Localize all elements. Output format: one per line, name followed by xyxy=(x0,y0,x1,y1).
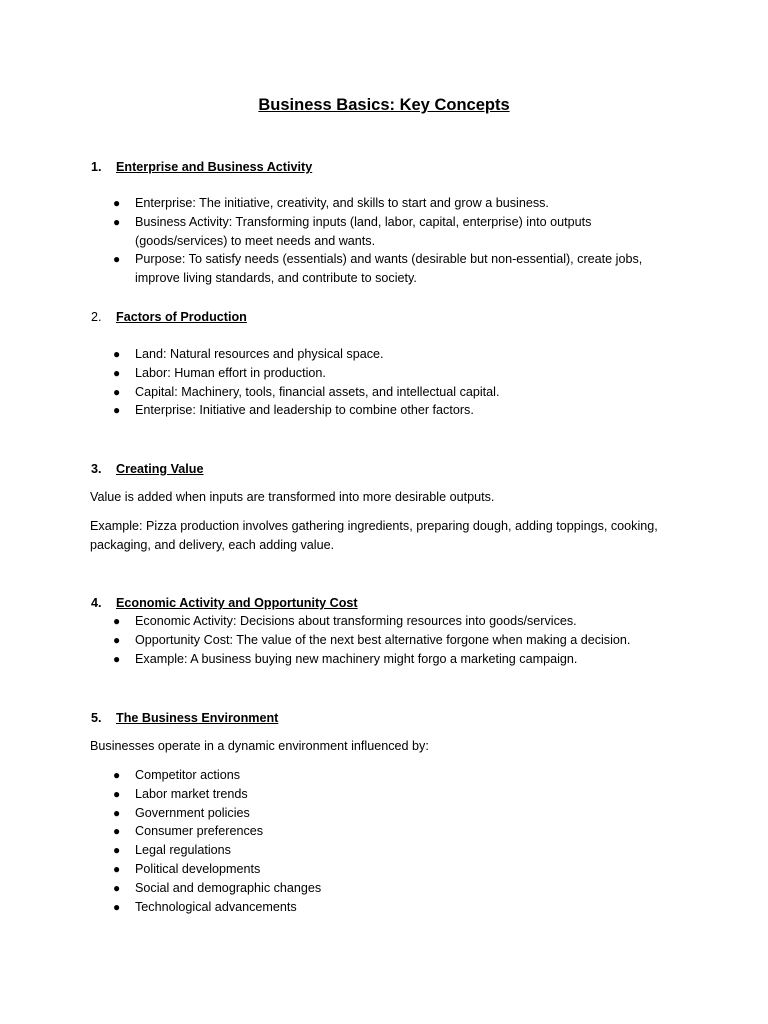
section-1-bullet-list xyxy=(0,194,643,288)
bullet-icon: ● xyxy=(113,632,121,647)
bullet-icon: ● xyxy=(113,805,121,820)
bullet-icon: ● xyxy=(113,196,121,210)
list-item: ● Enterprise: The initiative, creativity, and skills to start and grow a business. xyxy=(0,194,665,213)
bullet-icon: ● xyxy=(113,347,121,361)
list-item: ● Purpose: To satisfy needs (essentials) and wants (desirable but non-essential), create jobs, improve living standards, and contribute to society. xyxy=(113,252,643,286)
section-title: Creating Value xyxy=(116,462,204,476)
bullet-icon: ● xyxy=(113,824,121,839)
bullet-icon: ● xyxy=(113,843,121,858)
paragraph: Example: Pizza production involves gathering ingredients, preparing dough, adding toppings, cooking, packaging, and delivery, each adding value. xyxy=(90,519,658,552)
list-item: ● Government policies xyxy=(0,804,665,823)
section-title: Factors of Production xyxy=(116,310,247,324)
list-item: ● Political developments xyxy=(0,860,665,879)
bullet-icon: ● xyxy=(113,786,121,801)
section-2-bullet-list xyxy=(0,345,560,420)
section-number: 1. xyxy=(91,160,102,174)
section-number: 3. xyxy=(91,462,102,476)
list-item: ● Labor: Human effort in production. xyxy=(0,364,665,383)
bullet-icon: ● xyxy=(113,861,121,876)
bullet-icon: ● xyxy=(113,365,121,380)
list-item: ● Technological advancements xyxy=(0,898,665,917)
bullet-icon: ● xyxy=(113,252,121,267)
bullet-icon: ● xyxy=(113,768,121,782)
list-item: ● Enterprise: Initiative and leadership to combine other factors. xyxy=(0,401,665,420)
list-item: ● Example: A business buying new machinery might forgo a marketing campaign. xyxy=(0,650,665,669)
section-heading-4 xyxy=(91,594,358,612)
list-item: ● Competitor actions xyxy=(0,766,665,785)
list-item: ● Economic Activity: Decisions about transforming resources into goods/services. xyxy=(0,612,665,631)
bullet-icon: ● xyxy=(113,403,121,418)
section-number: 4. xyxy=(91,596,102,610)
section-number: 2. xyxy=(91,310,102,324)
list-item: ● Consumer preferences xyxy=(0,822,665,841)
paragraph: Businesses operate in a dynamic environment influenced by: xyxy=(90,739,429,753)
list-item: ● Opportunity Cost: The value of the next best alternative forgone when making a decision. xyxy=(0,631,665,650)
list-item: ● Capital: Machinery, tools, financial assets, and intellectual capital. xyxy=(0,383,665,402)
section-title: The Business Environment xyxy=(116,711,279,725)
list-item: ● Social and demographic changes xyxy=(0,879,665,898)
bullet-icon: ● xyxy=(113,614,121,628)
section-title: Economic Activity and Opportunity Cost xyxy=(116,596,358,610)
section-5-bullet-list xyxy=(0,766,560,916)
bullet-icon: ● xyxy=(113,651,121,666)
bullet-icon: ● xyxy=(113,384,121,399)
list-item: ● Labor market trends xyxy=(0,785,665,804)
paragraph: Value is added when inputs are transformed into more desirable outputs. xyxy=(90,490,495,504)
document-title: Business Basics: Key Concepts xyxy=(258,96,510,114)
section-number: 5. xyxy=(91,711,102,725)
section-heading-5 xyxy=(91,709,278,727)
section-heading-1 xyxy=(91,158,312,176)
section-4-bullet-list xyxy=(0,612,631,668)
bullet-icon: ● xyxy=(113,880,121,895)
section-heading-3 xyxy=(91,460,204,478)
list-item: ● Legal regulations xyxy=(0,841,665,860)
bullet-icon: ● xyxy=(113,214,121,229)
section-heading-2 xyxy=(91,308,247,326)
list-item: ● Business Activity: Transforming inputs (land, labor, capital, enterprise) into outputs (goods/services) to meet needs and wants. xyxy=(113,214,592,248)
list-item: ● Land: Natural resources and physical space. xyxy=(0,345,665,364)
bullet-icon: ● xyxy=(113,899,121,914)
section-title: Enterprise and Business Activity xyxy=(116,160,313,174)
